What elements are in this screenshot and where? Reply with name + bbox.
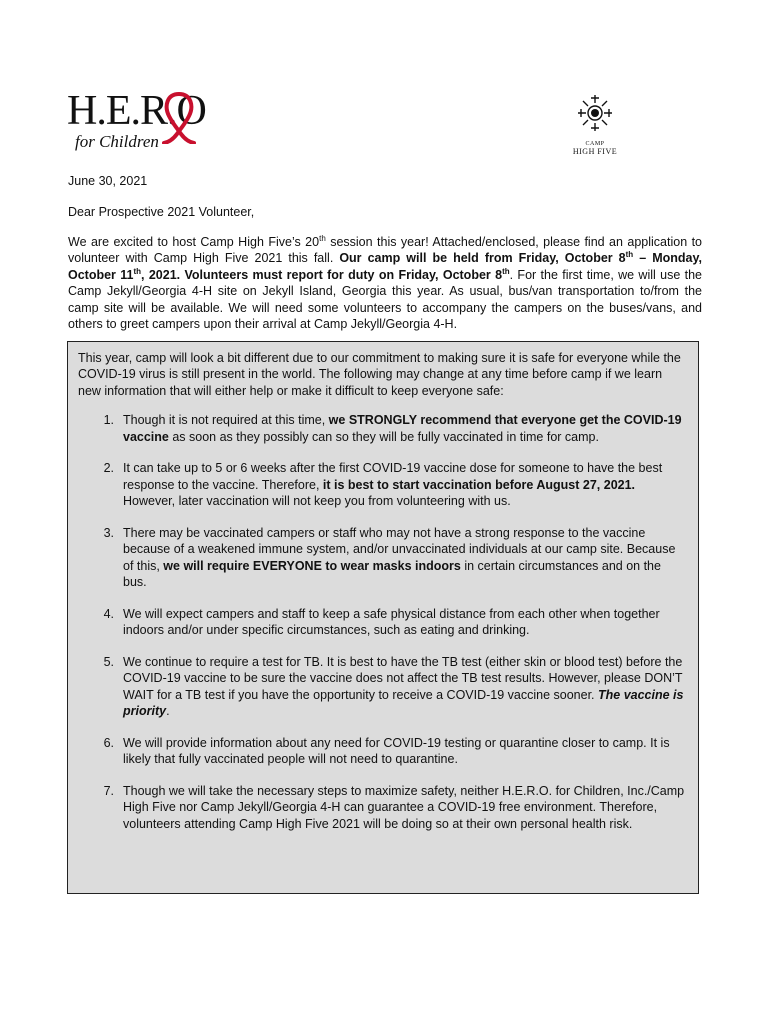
list-item <box>78 783 688 832</box>
item-text: We will expect campers and staff to keep a safe physical distance from each other when together indoors and/or under specific circumstances, such as eating and drinking. <box>123 606 660 638</box>
camp-dates-bold: Our camp will be held from Friday, October 8th – Monday, October 11th, 2021. Volunteers must report for duty on Friday, October 8th <box>68 250 702 282</box>
intro-paragraph: We are excited to host Camp High Five’s 20th session this year! Attached/enclosed, please find an application to volunteer with Camp High Five 2021 this fall. Our camp will be held from Friday, October 8th – Monday, October 11th, 2021. Volunteers must report for duty on Friday, October 8th. For the first time, we will use the Camp Jekyll/Georgia 4-H site on Jekyll Island, Georgia this year. As usual, bus/van transportation to/from the camp site will be available. We will need some volunteers to accompany the campers on the buses/vans, and others to greet campers upon their arrival at Camp Jekyll/Georgia 4-H. <box>68 233 702 332</box>
hero-for-children-logo <box>67 90 207 160</box>
item-number: 2. <box>103 461 114 476</box>
item-number: 7. <box>103 783 114 798</box>
letter-date: June 30, 2021 <box>68 174 148 188</box>
hero-logo-subtitle: for Children <box>75 132 159 151</box>
item-number: 6. <box>103 735 114 750</box>
item-text: We continue to require a test for TB. It is best to have the TB test (either skin or blood test) before the COVID-19 vaccine to be sure the vaccine does not affect the TB test results. However, please DON’T WAIT for a TB test if you have the opportunity to receive a COVID-19 vaccine sooner. The vaccine is priority. <box>123 654 684 719</box>
list-item <box>78 735 688 768</box>
item-number: 3. <box>103 525 114 540</box>
hand-flower-icon <box>575 92 615 134</box>
red-ribbon-icon <box>161 92 197 144</box>
notice-intro: This year, camp will look a bit different due to our commitment to making sure it is safe for everyone while the COVID-19 virus is still present in the world. The following may change at any time before camp if we learn new information that will either help or make it difficult to keep everyone safe: <box>78 351 681 398</box>
covid-notice-box <box>67 341 699 894</box>
camp-logo-line2: HIGH FIVE <box>572 147 618 156</box>
list-item <box>78 654 688 720</box>
list-item <box>78 525 688 591</box>
letter-greeting: Dear Prospective 2021 Volunteer, <box>68 205 255 219</box>
item-text: There may be vaccinated campers or staff who may not have a strong response to the vaccine because of a weakened immune system, and/or unvaccinated individuals at our camp site. Because of this, we will require EVERYONE to wear masks indoors in certain circumstances and on the bus. <box>123 525 676 590</box>
item-number: 1. <box>103 413 114 428</box>
item-text: It can take up to 5 or 6 weeks after the first COVID-19 vaccine dose for someone to have the best response to the vaccine. Therefore, it is best to start vaccination before August 27, 2021. However, later vaccination will not keep you from volunteering with us. <box>123 461 663 509</box>
hero-logo-letters: H.E.R.O <box>67 88 206 134</box>
list-item <box>78 412 688 445</box>
item-text: Though it is not required at this time, we STRONGLY recommend that everyone get the COVID-19 vaccine as soon as they possibly can so they will be fully vaccinated in time for camp. <box>123 413 682 444</box>
item-text: Though we will take the necessary steps to maximize safety, neither H.E.R.O. for Children, Inc./Camp High Five nor Camp Jekyll/Georgia 4-H can guarantee a COVID-19 free environment. Therefore, volunteers attending Camp High Five 2021 will be doing so at their own personal health risk. <box>123 783 685 831</box>
camp-high-five-logo <box>570 92 620 160</box>
item-number: 4. <box>103 606 114 621</box>
notice-list <box>78 412 688 832</box>
item-number: 5. <box>103 654 114 669</box>
list-item <box>78 460 688 509</box>
camp-logo-line1: CAMP <box>585 141 605 147</box>
item-text: We will provide information about any need for COVID-19 testing or quarantine closer to camp. It is likely that fully vaccinated people will not need to quarantine. <box>123 735 670 767</box>
list-item <box>78 606 688 639</box>
